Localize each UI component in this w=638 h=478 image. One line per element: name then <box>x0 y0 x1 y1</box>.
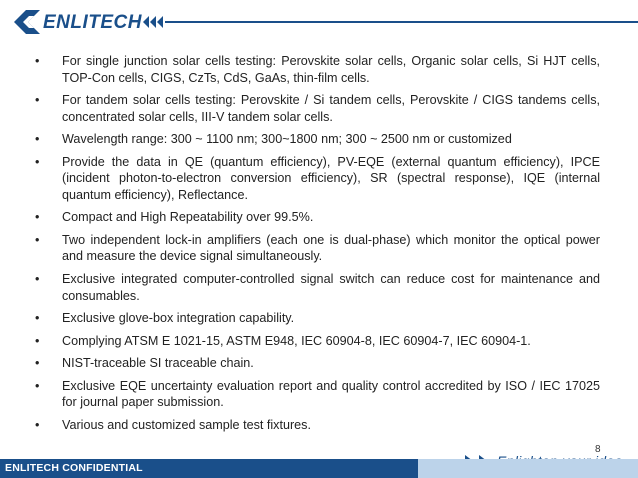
list-item-text: Provide the data in QE (quantum efficiency), PV-EQE (external quantum efficiency), IPCE (incident photon-to-electron conversion efficiency), SR (spectral response), IQE (internal quantum efficiency), Reflectance. <box>62 154 600 202</box>
list-item-text: For single junction solar cells testing: Perovskite solar cells, Organic solar cells, Si HJT cells, TOP-Con cells, CIGS, CzTs, CdS, GaAs, thin-film cells. <box>62 54 600 85</box>
list-item <box>0 131 600 148</box>
list-item <box>0 355 600 372</box>
list-item <box>0 154 600 204</box>
header-divider <box>165 21 638 23</box>
bullet-marker: • <box>35 356 40 371</box>
enlitech-logo-icon <box>14 10 40 34</box>
bullet-marker: • <box>35 378 40 393</box>
bullet-marker: • <box>35 272 40 287</box>
list-item <box>0 92 600 125</box>
list-item <box>0 378 600 411</box>
list-item <box>0 232 600 265</box>
footer-band-left <box>0 459 418 478</box>
bullet-marker: • <box>35 132 40 147</box>
bullet-marker: • <box>35 210 40 225</box>
logo-text: ENLITECH <box>43 12 142 33</box>
list-item <box>0 53 600 86</box>
list-item-text: Compact and High Repeatability over 99.5%. <box>62 210 314 225</box>
list-item <box>0 417 600 434</box>
list-item-text: Exclusive glove-box integration capability. <box>62 311 295 326</box>
list-item-text: For tandem solar cells testing: Perovskite / Si tandem cells, Perovskite / CIGS tandems cells, concentrated solar cells, III-V tandem solar cells. <box>62 93 600 124</box>
list-item <box>0 271 600 304</box>
bullet-marker: • <box>35 418 40 433</box>
bullet-marker: • <box>35 333 40 348</box>
bullet-marker: • <box>35 311 40 326</box>
list-item <box>0 310 600 327</box>
list-item-text: Exclusive integrated computer-controlled signal switch can reduce cost for maintenance and consumables. <box>62 272 600 303</box>
confidential-label: ENLITECH CONFIDENTIAL <box>5 462 143 474</box>
page-number: 8 <box>595 444 601 455</box>
bullet-marker: • <box>35 154 40 169</box>
list-item <box>0 333 600 350</box>
bullet-marker: • <box>35 54 40 68</box>
list-item-text: Complying ATSM E 1021-15, ASTM E948, IEC 60904-8, IEC 60904-7, IEC 60904-1. <box>62 333 531 348</box>
list-item-text: Wavelength range: 300 ~ 1100 nm; 300~1800 nm; 300 ~ 2500 nm or customized <box>62 132 512 147</box>
slide-header <box>0 0 638 40</box>
footer-band-right <box>410 459 638 478</box>
list-item-text: Two independent lock-in amplifiers (each one is dual-phase) which monitor the optical power and measure the device signal simultaneously. <box>62 232 600 264</box>
bullet-marker: • <box>35 232 40 247</box>
bullet-marker: • <box>35 93 40 108</box>
slide-footer <box>0 459 638 478</box>
triple-chevron-left-icon <box>143 16 165 28</box>
list-item-text: NIST-traceable SI traceable chain. <box>62 356 254 371</box>
list-item-text: Various and customized sample test fixtures. <box>62 418 311 433</box>
list-item <box>0 209 600 226</box>
list-item-text: Exclusive EQE uncertainty evaluation report and quality control accredited by ISO / IEC 17025 for journal paper submission. <box>62 378 600 410</box>
feature-list <box>0 53 638 440</box>
